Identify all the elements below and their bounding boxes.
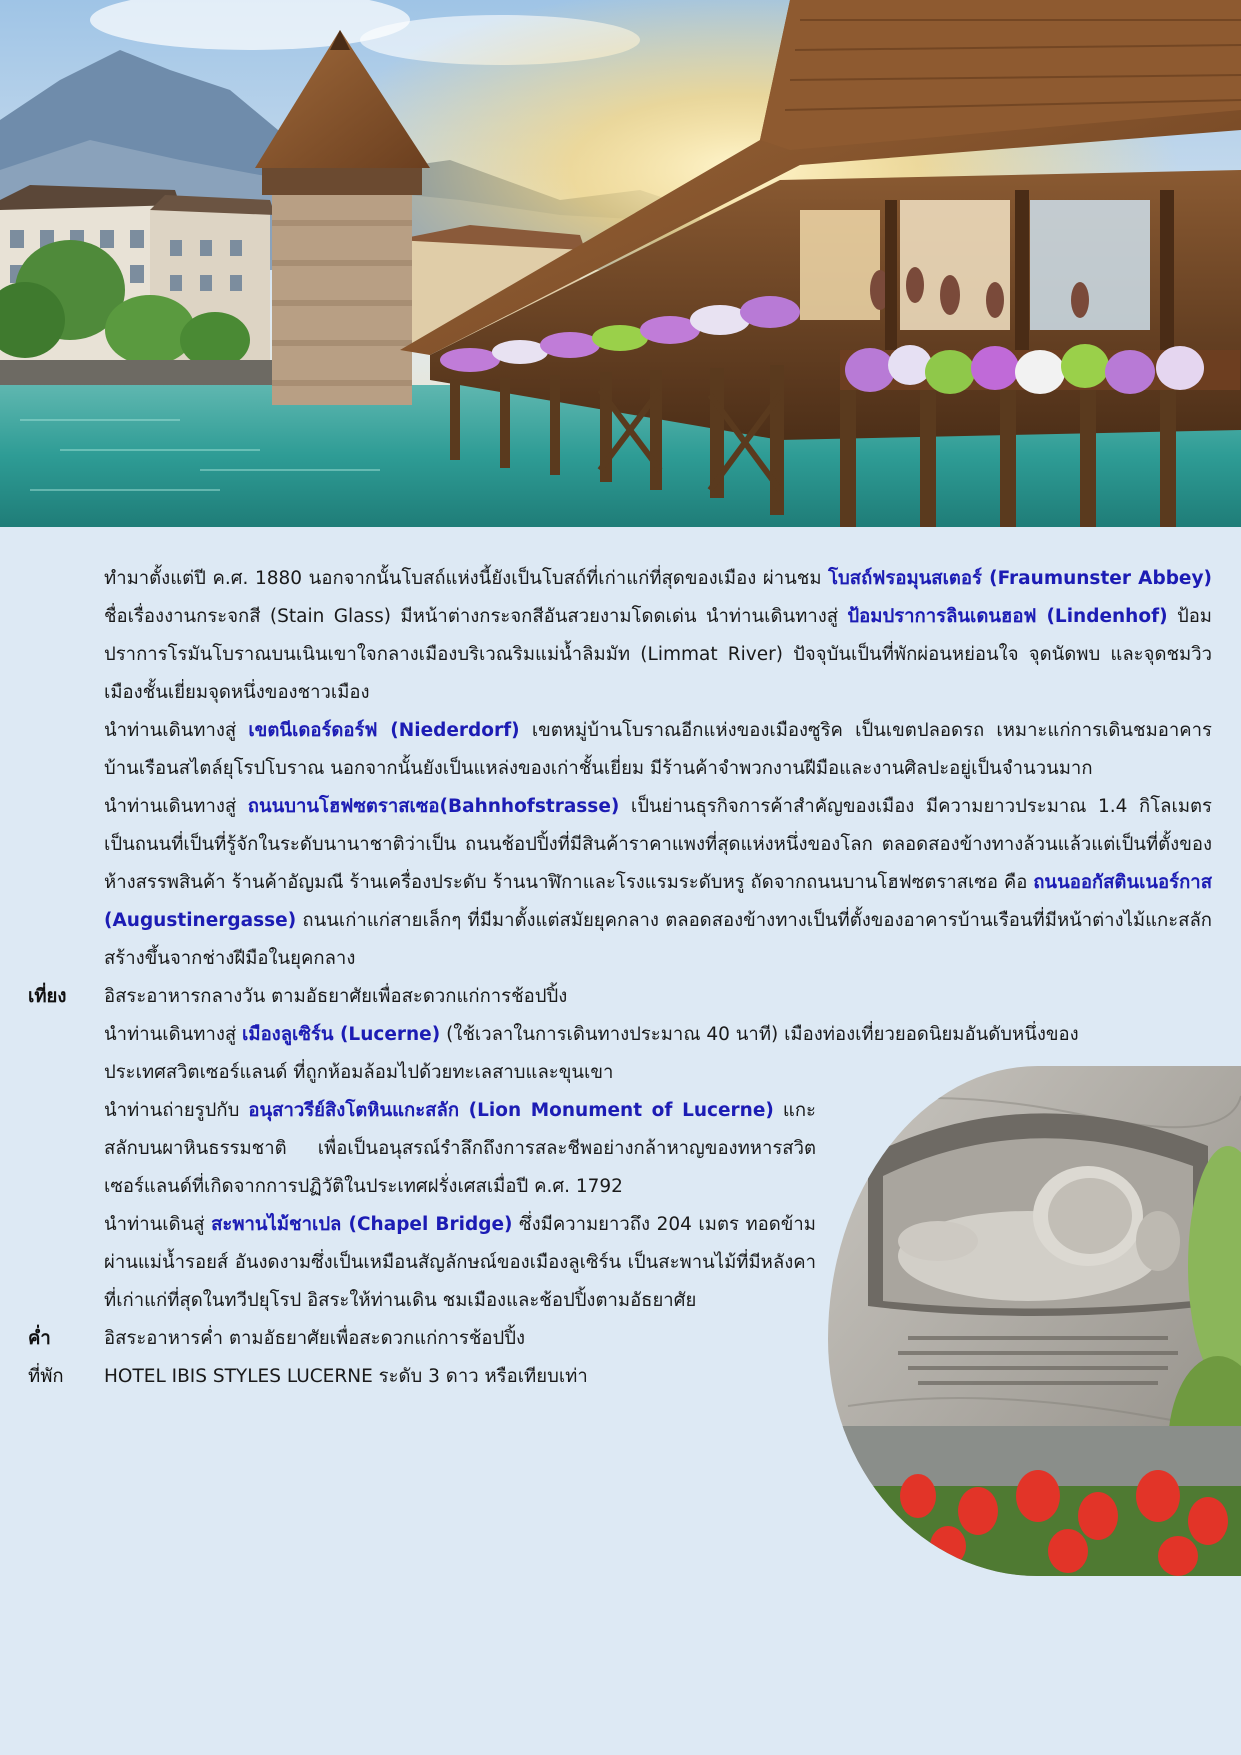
dinner-label: ค่ำ [28, 1328, 51, 1349]
text-segment: นำท่านเดินทางสู่ [104, 720, 249, 741]
highlight-lion-monument: อนุสาวรีย์สิงโตหินแกะสลัก (Lion Monument of Lucerne) [248, 1100, 774, 1121]
hotel-label: ที่พัก [28, 1366, 64, 1387]
paragraph-fraumunster [104, 560, 1212, 712]
dinner-text: อิสระอาหารค่ำ ตามอัธยาศัยเพื่อสะดวกแก่การช้อปปิ้ง [104, 1328, 526, 1349]
text-segment: เขตหมู่บ้านโบราณอีกแห่งของเมืองซูริค เป็นเขตปลอดรถ เหมาะแก่การเดินชมอาคารบ้านเรือนสไตล์ยุโรปโบราณ นอกจากนั้นยังเป็นแหล่งของเก่าชั้นเยี่ยม มีร้านค้าจำพวกงานฝีมือและงานศิลปะอยู่เป็นจำนวนมาก [104, 720, 1212, 779]
paragraph-bahnhofstrasse [104, 788, 1212, 978]
lunch-row [0, 978, 1212, 1016]
text-segment: ถนนเก่าแก่สายเล็กๆ ที่มีมาตั้งแต่สมัยยุคกลาง ตลอดสองข้างทางเป็นที่ตั้งของอาคารบ้านเรือนที่มีหน้าต่างไม้แกะสลัก สร้างขึ้นจากช่างฝีมือในยุคกลาง [104, 910, 1212, 969]
text-segment: ประเทศสวิตเซอร์แลนด์ ที่ถูกห้อมล้อมไปด้วยทะเลสาบและขุนเขา [104, 1062, 614, 1083]
paragraph-lion-monument [104, 1092, 816, 1206]
highlight-augustinergasse: ถนนออกัสตินเนอร์กาส (Augustinergasse) [104, 872, 1212, 931]
text-segment: (ใช้เวลาในการเดินทางประมาณ 40 นาที) เมืองท่องเที่ยวยอดนิยมอันดับหนึ่งของ [440, 1024, 1079, 1045]
text-segment: ซึ่งมีความยาวถึง 204 เมตร ทอดข้ามผ่านแม่น้ำรอยส์ อันงดงามซึ่งเป็นเหมือนสัญลักษณ์ของเมืองลูเซิร์น เป็นสะพานไม้ที่มีหลังคาที่เก่าแก่ที่สุดในทวีปยุโรป อิสระให้ท่านเดิน ชมเมืองและช้อปปิ้งตามอัธยาศัย [104, 1214, 817, 1311]
hotel-text: HOTEL IBIS STYLES LUCERNE ระดับ 3 ดาว หรือเทียบเท่า [104, 1366, 588, 1387]
text-segment: นำท่านเดินทางสู่ [104, 1024, 243, 1045]
text-segment: ชื่อเรื่องงานกระจกสี (Stain Glass) มีหน้าต่างกระจกสีอันสวยงามโดดเด่น นำท่านเดินทางสู่ [104, 606, 848, 627]
text-segment: ป้อมปราการโรมันโบราณบนเนินเขาใจกลางเมืองบริเวณริมแม่น้ำลิมมัท (Limmat River) ปัจจุบันเป็นที่พักผ่อนหย่อนใจ จุดนัดพบ และจุดชมวิวเมืองชั้นเยี่ยมจุดหนึ่งของชาวเมือง [104, 606, 1213, 703]
highlight-niederdorf: เขตนีเดอร์ดอร์ฟ (Niederdorf) [248, 720, 520, 741]
text-segment: เป็นย่านธุรกิจการค้าสำคัญของเมือง มีความยาวประมาณ 1.4 กิโลเมตร เป็นถนนที่เป็นที่รู้จักในระดับนานาชาติว่าเป็น ถนนช้อปปิ้งที่มีสินค้าราคาแพงที่สุดแห่งหนึ่งของโลก ตลอดสองข้างทางล้วนแล้วแต่เป็นที่ตั้งของห้างสรรพสินค้า ร้านค้าอัญมณี ร้านเครื่องประดับ ร้านนาฬิกาและโรงแรมระดับหรู ถัดจากถนนบานโฮฟซตราสเซอ คือ [104, 796, 1212, 893]
text-segment: นำท่านถ่ายรูปกับ [104, 1100, 249, 1121]
highlight-lindenhof: ป้อมปราการลินเดนฮอฟ (Lindenhof) [847, 606, 1168, 627]
text-segment: ทำมาตั้งแต่ปี ค.ศ. 1880 นอกจากนั้นโบสถ์แห่งนี้ยังเป็นโบสถ์ที่เก่าแก่ที่สุดของเมือง ผ่านชม [104, 568, 829, 589]
hero-photo [0, 0, 1241, 527]
chapel-bridge-illustration [0, 0, 1241, 527]
paragraph-chapel-bridge [104, 1206, 816, 1320]
highlight-chapel-bridge: สะพานไม้ชาเปล (Chapel Bridge) [211, 1214, 513, 1235]
lunch-label: เที่ยง [28, 986, 67, 1007]
paragraph-niederdorf [104, 712, 1212, 788]
highlight-fraumunster-abbey: โบสถ์ฟรอมุนสเตอร์ (Fraumunster Abbey) [828, 568, 1212, 589]
highlight-bahnhofstrasse: ถนนบานโฮฟซตราสเซอ(Bahnhofstrasse) [247, 796, 620, 817]
text-segment: แกะสลักบนผาหินธรรมชาติ เพื่อเป็นอนุสรณ์รำลึกถึงการสละชีพอย่างกล้าหาญของทหารสวิตเซอร์แลนด์ที่เกิดจากการปฏิวัติในประเทศฝรั่งเศสเมื่อปี ค.ศ. 1792 [104, 1100, 816, 1197]
text-segment: นำท่านเดินทางสู่ [104, 796, 248, 817]
text-segment: นำท่านเดินสู่ [104, 1214, 212, 1235]
lunch-text: อิสระอาหารกลางวัน ตามอัธยาศัยเพื่อสะดวกแก่การช้อปปิ้ง [104, 986, 568, 1007]
highlight-lucerne: เมืองลูเซิร์น (Lucerne) [242, 1024, 441, 1045]
